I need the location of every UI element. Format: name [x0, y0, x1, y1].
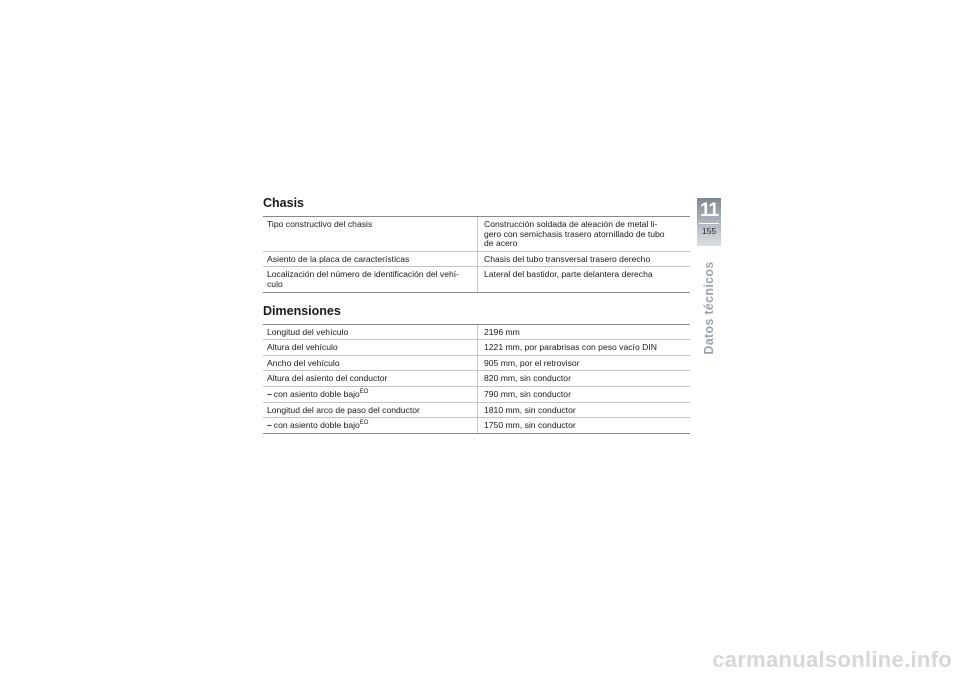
table-row: [263, 355, 690, 371]
spec-label: Localización del número de identificación del vehí- culo: [263, 267, 478, 292]
spec-table-dimensiones: [263, 325, 690, 434]
section-title-dimensiones: Dimensiones: [263, 304, 690, 325]
table-row: [263, 251, 690, 267]
spec-label-text: con asiento doble bajo: [273, 420, 360, 431]
spec-label: Longitud del arco de paso del conductor: [263, 402, 478, 418]
page-number: 155: [701, 226, 717, 236]
spec-value: 1221 mm, por parabrisas con peso vacío DIN: [478, 340, 691, 356]
table-row: [263, 217, 690, 251]
spec-value: 905 mm, por el retrovisor: [478, 355, 691, 371]
table-row: [263, 418, 690, 434]
spec-label: Tipo constructivo del chasis: [263, 217, 478, 251]
spec-value: 1750 mm, sin conductor: [478, 418, 691, 434]
chapter-side-label: Datos técnicos: [702, 261, 716, 355]
dash-bullet: –: [267, 420, 272, 431]
spec-label: Longitud del vehículo: [263, 325, 478, 340]
spec-value: Construcción soldada de aleación de metal li- gero con semichasis trasero atornillado de tubo de acero: [478, 217, 691, 251]
footnote-marker: EO: [359, 420, 369, 427]
spec-value: 820 mm, sin conductor: [478, 371, 691, 387]
spec-value: Lateral del bastidor, parte delantera derecha: [478, 267, 691, 292]
table-row: [263, 402, 690, 418]
table-row: [263, 371, 690, 387]
spec-value: Chasis del tubo transversal trasero derecho: [478, 251, 691, 267]
page-content: [263, 196, 690, 434]
spec-value: 1810 mm, sin conductor: [478, 402, 691, 418]
table-row: [263, 386, 690, 402]
table-row: [263, 325, 690, 340]
section-chasis: [263, 196, 690, 293]
spec-label-text: con asiento doble bajo: [273, 388, 360, 399]
watermark: carmanualsonline.info: [712, 647, 952, 672]
dash-bullet: –: [267, 388, 272, 399]
spec-table-chasis: [263, 217, 690, 293]
chapter-number: 11: [699, 200, 719, 221]
table-row: [263, 340, 690, 356]
spec-label-sub: [263, 418, 478, 434]
section-title-chasis: Chasis: [263, 196, 690, 217]
spec-label-sub: [263, 386, 478, 402]
table-row: [263, 267, 690, 292]
spec-value: 790 mm, sin conductor: [478, 386, 691, 402]
spec-label: Altura del asiento del conductor: [263, 371, 478, 387]
spec-label: Altura del vehículo: [263, 340, 478, 356]
footnote-marker: EO: [359, 388, 369, 395]
spec-value: 2196 mm: [478, 325, 691, 340]
spec-label: Asiento de la placa de características: [263, 251, 478, 267]
section-dimensiones: [263, 304, 690, 434]
chapter-divider: [699, 223, 719, 224]
spec-label: Ancho del vehículo: [263, 355, 478, 371]
chapter-tab: [697, 198, 721, 246]
